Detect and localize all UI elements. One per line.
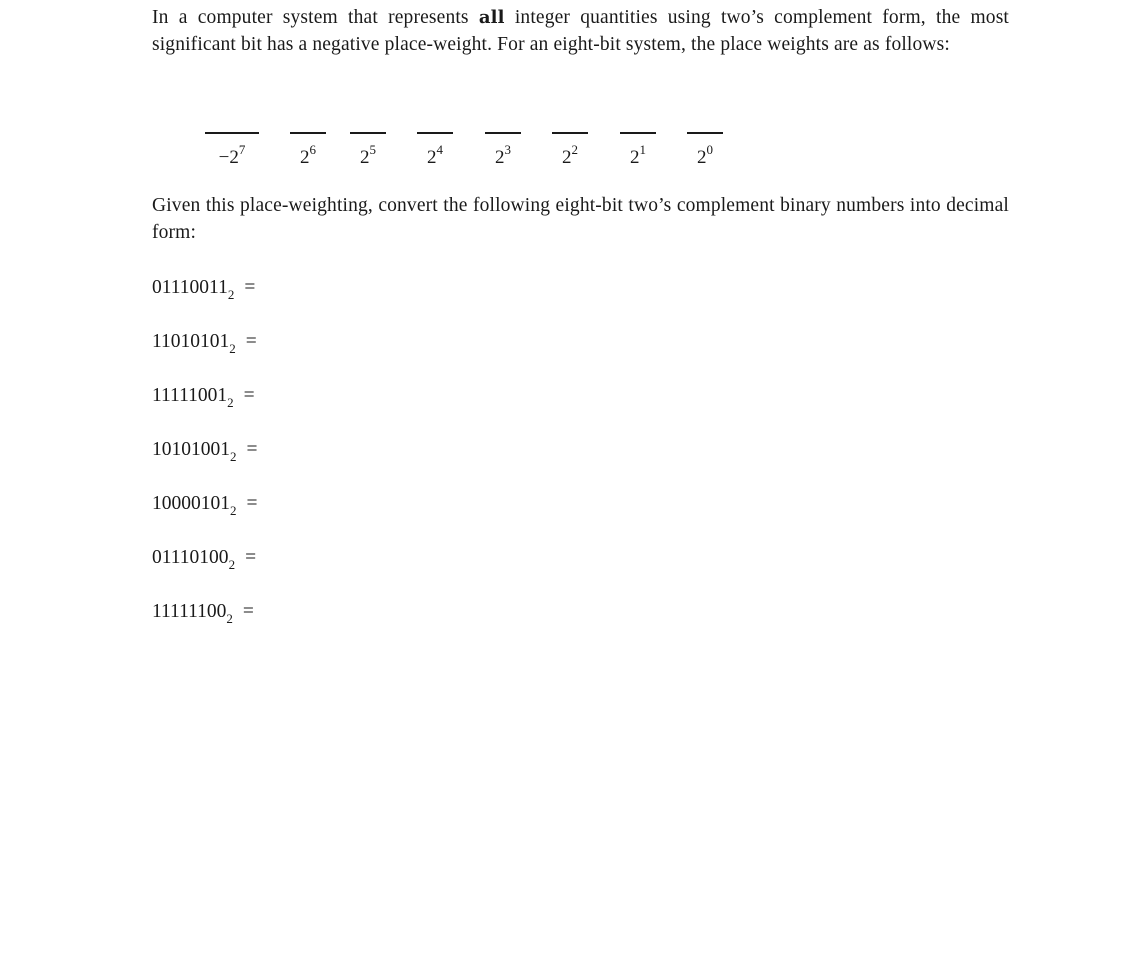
blank-line — [350, 132, 386, 144]
place-weight-slot — [485, 132, 521, 169]
place-weight-slot — [290, 132, 326, 169]
place-weight-slot — [620, 132, 656, 169]
equals-sign: = — [243, 385, 255, 406]
blank-line — [205, 132, 259, 144]
conversion-problem — [152, 384, 255, 414]
place-weight-slot — [350, 132, 386, 169]
radix-subscript: 2 — [227, 286, 235, 302]
place-weight-slot — [417, 132, 453, 169]
place-weight-slot — [687, 132, 723, 169]
equals-sign: = — [246, 439, 258, 460]
intro-bold-word: all — [478, 7, 505, 28]
place-weight-label: $-2^7$ — [218, 142, 246, 169]
equals-sign: = — [245, 547, 257, 568]
intro-paragraph — [152, 4, 1009, 58]
blank-line — [687, 132, 723, 144]
binary-number: 11010101 — [152, 331, 230, 352]
equals-sign: = — [246, 493, 258, 514]
place-weight-label: $2^5$ — [360, 142, 376, 169]
conversion-problem — [152, 600, 254, 630]
place-weight-row — [152, 132, 1009, 172]
place-weight-label: $2^1$ — [630, 142, 646, 169]
place-weight-label: $2^2$ — [562, 142, 578, 169]
conversion-problem — [152, 276, 255, 306]
binary-number: 01110100 — [152, 547, 229, 568]
blank-line — [620, 132, 656, 144]
radix-subscript: 2 — [227, 394, 234, 410]
place-weight-slot — [205, 132, 259, 169]
radix-subscript: 2 — [230, 502, 237, 518]
intro-text-1: In a computer system that represents — [152, 7, 479, 28]
binary-number: 10000101 — [152, 493, 230, 514]
place-weight-label: $2^0$ — [697, 142, 713, 169]
blank-line — [485, 132, 521, 144]
blank-line — [290, 132, 326, 144]
binary-number: 11111100 — [152, 601, 227, 622]
conversion-problem — [152, 546, 256, 576]
place-weight-label: $2^6$ — [300, 142, 316, 169]
equals-sign: = — [245, 331, 257, 352]
intro-text-2: integer quantities using two’s complement form, the most significant bit has a negative place-weight. For an eight-bit system, the place weights are as follows: — [152, 7, 1010, 55]
worksheet-page — [152, 4, 1010, 626]
binary-number: 01110011 — [152, 277, 228, 298]
conversion-problem — [152, 438, 258, 468]
binary-number: 10101001 — [152, 439, 230, 460]
place-weight-label: $2^3$ — [495, 142, 511, 169]
radix-subscript: 2 — [230, 448, 237, 464]
blank-line — [552, 132, 588, 144]
conversion-problem — [152, 492, 258, 522]
instruction-paragraph: Given this place-weighting, convert the following eight-bit two’s complement binary numbers into decimal form: — [152, 195, 1009, 243]
place-weight-label: $2^4$ — [427, 142, 443, 169]
radix-subscript: 2 — [228, 556, 236, 572]
blank-line — [417, 132, 453, 144]
radix-subscript: 2 — [226, 610, 233, 626]
conversion-problem — [152, 330, 257, 360]
equals-sign: = — [242, 601, 254, 622]
binary-number: 11111001 — [152, 385, 228, 406]
radix-subscript: 2 — [229, 340, 236, 356]
place-weight-slot — [552, 132, 588, 169]
equals-sign: = — [244, 277, 256, 298]
